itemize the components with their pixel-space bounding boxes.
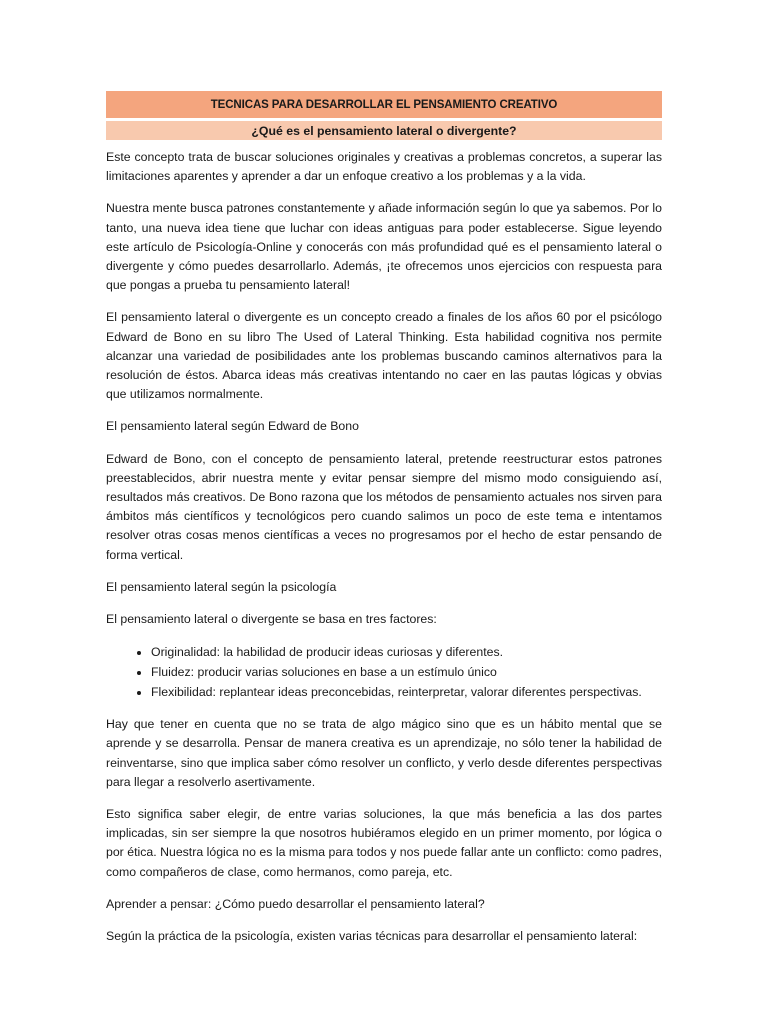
paragraph: Esto significa saber elegir, de entre varias soluciones, la que más beneficia a las dos partes implicadas, sin ser siempre la que nosotros hubiéramos elegido en un primer momento, por lógica o por ética. Nuestra lógica no es la misma para todos y nos puede fallar ante un conflicto: como padres, como compañeros de clase, como hermanos, como pareja, etc. bbox=[106, 807, 662, 879]
section-heading-edward-de-bono: El pensamiento lateral según Edward de Bono bbox=[106, 419, 359, 434]
paragraph: Nuestra mente busca patrones constantemente y añade información según lo que ya sabemos. Por lo tanto, una nueva idea tiene que luchar con ideas antiguas para poder establecerse. Sigue leyendo este artículo de Psicología-Online y conocerás con más profundidad qué es el pensamiento lateral o divergente y cómo puedes desarrollarlo. Además, ¡te ofrecemos unos ejercicios con respuesta para que pongas a prueba tu pensamiento lateral! bbox=[106, 201, 662, 293]
list-item: • Fluidez: producir varias soluciones en base a un estímulo único bbox=[151, 662, 662, 682]
document-title: TECNICAS PARA DESARROLLAR EL PENSAMIENTO CREATIVO bbox=[106, 91, 662, 118]
paragraph: Edward de Bono, con el concepto de pensamiento lateral, pretende reestructurar estos patrones preestablecidos, abrir nuestra mente y evitar pensar siempre del mismo modo consiguiendo así, resultados más creativos. De Bono razona que los métodos de pensamiento actuales nos sirven para ámbitos más científicos y tecnológicos pero cuando salimos un poco de este tema e intentamos resolver otras cosas menos científicas a veces no progresamos por el hecho de estar pensando de forma vertical. bbox=[106, 451, 662, 562]
section-heading-aprender-a-pensar: Aprender a pensar: ¿Cómo puedo desarrollar el pensamiento lateral? bbox=[106, 896, 485, 911]
factors-list bbox=[106, 642, 662, 702]
document-body bbox=[106, 148, 662, 946]
paragraph: Hay que tener en cuenta que no se trata de algo mágico sino que es un hábito mental que se aprende y se desarrolla. Pensar de manera creativa es un aprendizaje, no sólo tener la habilidad de reinventarse, sino que implica saber cómo resolver un conflicto, y verlo desde diferentes perspectivas para llegar a resolverlo asertivamente. bbox=[106, 717, 662, 789]
paragraph: Este concepto trata de buscar soluciones originales y creativas a problemas concretos, a superar las limitaciones aparentes y aprender a dar un enfoque creativo a los problemas y a la vida. bbox=[106, 150, 662, 184]
document-subtitle: ¿Qué es el pensamiento lateral o divergente? bbox=[106, 121, 662, 140]
section-heading-psicologia: El pensamiento lateral según la psicología bbox=[106, 579, 337, 594]
paragraph: El pensamiento lateral o divergente es un concepto creado a finales de los años 60 por el psicólogo Edward de Bono en su libro The Used of Lateral Thinking. Esta habilidad cognitiva nos permite alcanzar una variedad de posibilidades ante los problemas buscando caminos alternativos para la resolución de éstos. Abarca ideas más creativas intentando no caer en las pautas lógicas y obvias que utilizamos normalmente. bbox=[106, 310, 662, 402]
paragraph: El pensamiento lateral o divergente se basa en tres factores: bbox=[106, 612, 437, 627]
list-item: • Originalidad: la habilidad de producir ideas curiosas y diferentes. bbox=[151, 642, 662, 662]
paragraph: Según la práctica de la psicología, existen varias técnicas para desarrollar el pensamiento lateral: bbox=[106, 929, 638, 944]
list-item: • Flexibilidad: replantear ideas preconcebidas, reinterpretar, valorar diferentes perspectivas. bbox=[151, 682, 662, 702]
document-page bbox=[106, 91, 662, 959]
